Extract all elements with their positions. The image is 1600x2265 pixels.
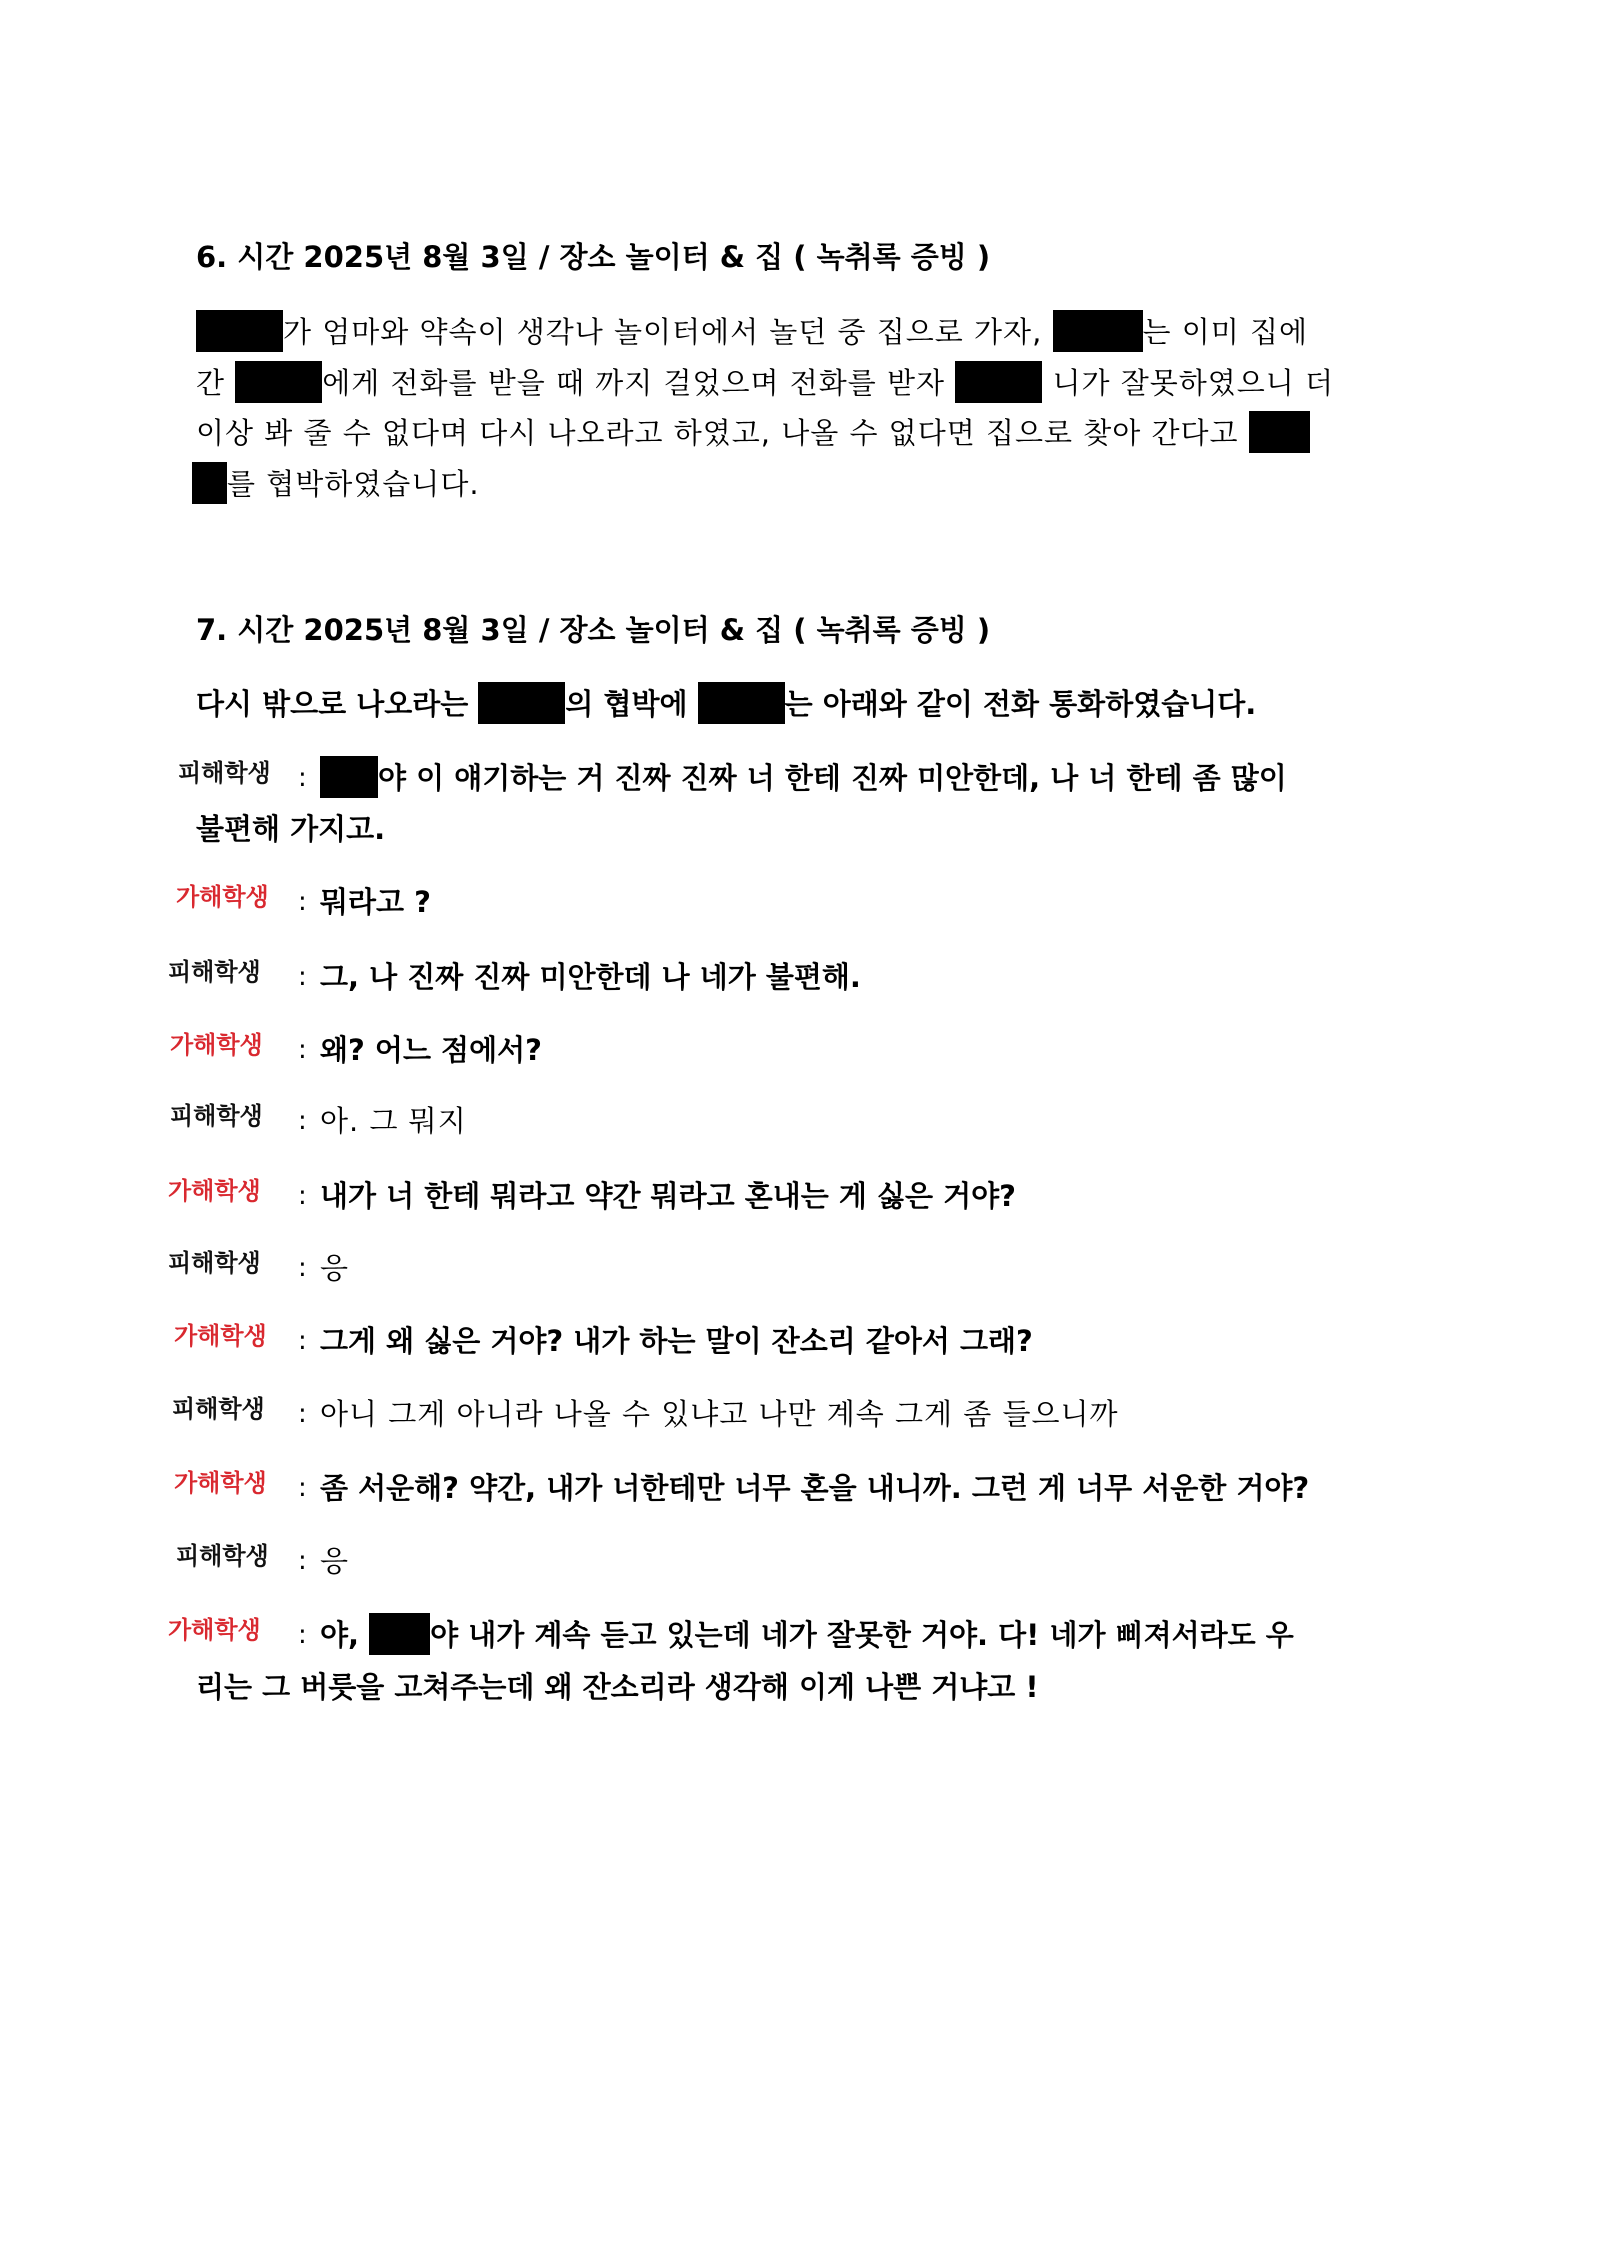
section-heading: 7. 시간 2025년 8월 3일 / 장소 놀이터 & 집 ( 녹취록 증빙 ) xyxy=(196,613,991,647)
dialogue-line xyxy=(320,1538,349,1584)
colon-separator: : xyxy=(298,1253,307,1283)
colon-separator: : xyxy=(298,1326,307,1356)
colon-separator: : xyxy=(298,1546,307,1576)
dialogue-line xyxy=(196,806,385,852)
dialogue-line xyxy=(320,1027,542,1073)
redaction-box xyxy=(369,1613,430,1655)
line-text: 좀 서운해? 약간, 내가 너한테만 너무 혼을 내니까. 그런 게 너무 서운한 거야? xyxy=(320,1471,1310,1505)
redaction-box xyxy=(955,361,1042,403)
redaction-box xyxy=(1249,411,1310,453)
dialogue-line xyxy=(320,1391,1119,1437)
aggressor-speaker-label: 가해학생 xyxy=(174,1469,267,1497)
line-text: 는 아래와 같이 전화 통화하였습니다. xyxy=(784,687,1257,721)
line-text: 왜? 어느 점에서? xyxy=(320,1033,542,1067)
dialogue-line xyxy=(320,1098,467,1144)
section-heading: 6. 시간 2025년 8월 3일 / 장소 놀이터 & 집 ( 녹취록 증빙 ) xyxy=(196,240,991,274)
victim-speaker-label: 피해학생 xyxy=(172,1395,265,1423)
line-text: 간 xyxy=(196,366,236,400)
victim-speaker-label: 피해학생 xyxy=(168,958,261,986)
aggressor-speaker-label: 가해학생 xyxy=(174,1322,267,1350)
intro-line xyxy=(196,681,1256,727)
colon-separator: : xyxy=(298,962,307,992)
line-text: 다시 밖으로 나오라는 xyxy=(196,687,479,721)
dialogue-line xyxy=(320,1465,1309,1511)
paragraph-line xyxy=(196,360,1334,406)
redaction-box xyxy=(235,361,322,403)
dialogue-line xyxy=(320,1612,1294,1658)
redaction-box xyxy=(478,682,565,724)
colon-separator: : xyxy=(298,1181,307,1211)
line-text: 아. 그 뭐지 xyxy=(320,1104,467,1138)
dialogue-line xyxy=(320,879,431,925)
redaction-box xyxy=(192,462,227,504)
line-text: 응 xyxy=(320,1251,350,1285)
line-text: 내가 너 한테 뭐라고 약간 뭐라고 혼내는 게 싫은 거야? xyxy=(320,1179,1016,1213)
redaction-box xyxy=(698,682,785,724)
line-text: 이상 봐 줄 수 없다며 다시 나오라고 하였고, 나올 수 없다면 집으로 찾아 간다고 xyxy=(196,416,1249,450)
colon-separator: : xyxy=(298,1473,307,1503)
colon-separator: : xyxy=(298,1399,307,1429)
dialogue-line xyxy=(320,1318,1033,1364)
line-text: 리는 그 버릇을 고쳐주는데 왜 잔소리라 생각해 이게 나쁜 거냐고 ! xyxy=(196,1670,1039,1704)
line-text: 니가 잘못하였으니 더 xyxy=(1042,366,1335,400)
dialogue-line xyxy=(320,1245,349,1291)
victim-speaker-label: 피해학생 xyxy=(168,1249,261,1277)
line-text: 는 이미 집에 xyxy=(1142,315,1309,349)
aggressor-speaker-label: 가해학생 xyxy=(170,1031,263,1059)
line-text: 뭐라고 ? xyxy=(320,885,431,919)
line-text: 불편해 가지고. xyxy=(196,812,386,846)
aggressor-speaker-label: 가해학생 xyxy=(168,1177,261,1205)
dialogue-line xyxy=(196,1664,1039,1710)
redaction-box xyxy=(320,756,378,798)
line-text: 야 이 얘기하는 거 진짜 진짜 너 한테 진짜 미안한데, 나 너 한테 좀 많이 xyxy=(378,761,1287,795)
colon-separator: : xyxy=(298,1620,307,1650)
aggressor-speaker-label: 가해학생 xyxy=(176,883,269,911)
paragraph-line xyxy=(192,461,480,507)
line-text: 를 협박하였습니다. xyxy=(227,467,480,501)
victim-speaker-label: 피해학생 xyxy=(176,1542,269,1570)
victim-speaker-label: 피해학생 xyxy=(170,1102,263,1130)
line-text: 아니 그게 아니라 나올 수 있냐고 나만 계속 그게 좀 들으니까 xyxy=(320,1397,1119,1431)
dialogue-line xyxy=(320,954,861,1000)
dialogue-line xyxy=(320,1173,1016,1219)
colon-separator: : xyxy=(298,887,307,917)
redaction-box xyxy=(196,310,283,352)
line-text: 야, xyxy=(320,1618,370,1652)
victim-speaker-label: 피해학생 xyxy=(178,759,271,787)
line-text: 응 xyxy=(320,1544,350,1578)
colon-separator: : xyxy=(298,1035,307,1065)
line-text: 가 엄마와 약속이 생각나 놀이터에서 놀던 중 집으로 가자, xyxy=(283,315,1053,349)
line-text: 의 협박에 xyxy=(565,687,698,721)
paragraph-line xyxy=(196,309,1308,355)
line-text: 야 내가 계속 듣고 있는데 네가 잘못한 거야. 다! 네가 삐져서라도 우 xyxy=(430,1618,1294,1652)
dialogue-line xyxy=(320,755,1287,801)
line-text: 그게 왜 싫은 거야? 내가 하는 말이 잔소리 같아서 그래? xyxy=(320,1324,1033,1358)
line-text: 에게 전화를 받을 때 까지 걸었으며 전화를 받자 xyxy=(322,366,956,400)
aggressor-speaker-label: 가해학생 xyxy=(168,1616,261,1644)
colon-separator: : xyxy=(298,1106,307,1136)
colon-separator: : xyxy=(298,763,307,793)
redaction-box xyxy=(1053,310,1143,352)
line-text: 그, 나 진짜 진짜 미안한데 나 네가 불편해. xyxy=(320,960,861,994)
paragraph-line xyxy=(196,410,1310,456)
